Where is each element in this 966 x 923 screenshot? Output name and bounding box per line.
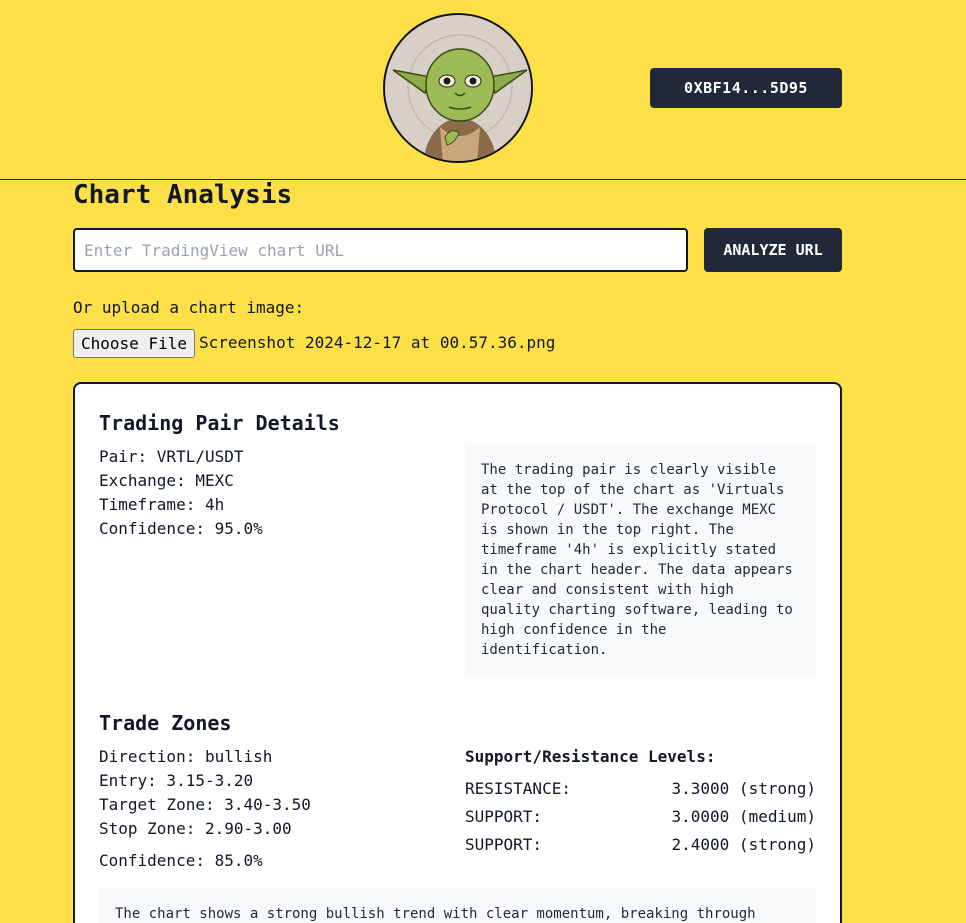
analyze-url-button[interactable]: ANALYZE URL	[704, 228, 842, 272]
choose-file-button[interactable]: Choose File	[73, 329, 195, 358]
sr-level-row	[465, 807, 816, 826]
trade-zones-title: Trade Zones	[99, 711, 232, 735]
target-zone-value: Target Zone: 3.40-3.50	[99, 795, 311, 814]
entry-value: Entry: 3.15-3.20	[99, 771, 254, 790]
app-header	[0, 0, 966, 180]
pair-details-title: Trading Pair Details	[99, 411, 340, 435]
pair-value: Pair: VRTL/USDT	[99, 447, 244, 466]
sr-level-row	[465, 835, 816, 854]
results-card	[73, 382, 842, 923]
page-title: Chart Analysis	[73, 180, 293, 210]
sr-level-type: SUPPORT:	[465, 807, 543, 826]
wallet-address-button[interactable]: 0XBF14...5D95	[650, 68, 842, 108]
stop-zone-value: Stop Zone: 2.90-3.00	[99, 819, 292, 838]
selected-file-name: Screenshot 2024-12-17 at 00.57.36.png	[199, 333, 556, 352]
chart-url-input[interactable]	[73, 228, 688, 272]
direction-value: Direction: bullish	[99, 747, 273, 766]
yoda-logo-icon	[383, 13, 533, 163]
pair-confidence: Confidence: 95.0%	[99, 519, 263, 538]
trade-analysis-box: The chart shows a strong bullish trend with clear momentum, breaking through	[99, 888, 816, 923]
sr-levels-title: Support/Resistance Levels:	[465, 747, 716, 766]
timeframe-value: Timeframe: 4h	[99, 495, 225, 514]
pair-reasoning-box: The trading pair is clearly visible at the top of the chart as 'Virtuals Protocol / USDT'. The exchange MEXC is shown in the top right. The timeframe '4h' is explicitly stated in the chart header. The data appears clear and consistent with high quality charting software, leading to high confidence in the identification.	[465, 444, 816, 677]
zones-confidence: Confidence: 85.0%	[99, 851, 263, 870]
sr-level-value: 2.4000 (strong)	[671, 835, 816, 854]
sr-level-value: 3.3000 (strong)	[671, 779, 816, 798]
upload-label: Or upload a chart image:	[73, 298, 305, 317]
sr-level-row	[465, 779, 816, 798]
sr-level-type: SUPPORT:	[465, 835, 543, 854]
exchange-value: Exchange: MEXC	[99, 471, 234, 490]
sr-level-type: RESISTANCE:	[465, 779, 571, 798]
sr-level-value: 3.0000 (medium)	[671, 807, 816, 826]
